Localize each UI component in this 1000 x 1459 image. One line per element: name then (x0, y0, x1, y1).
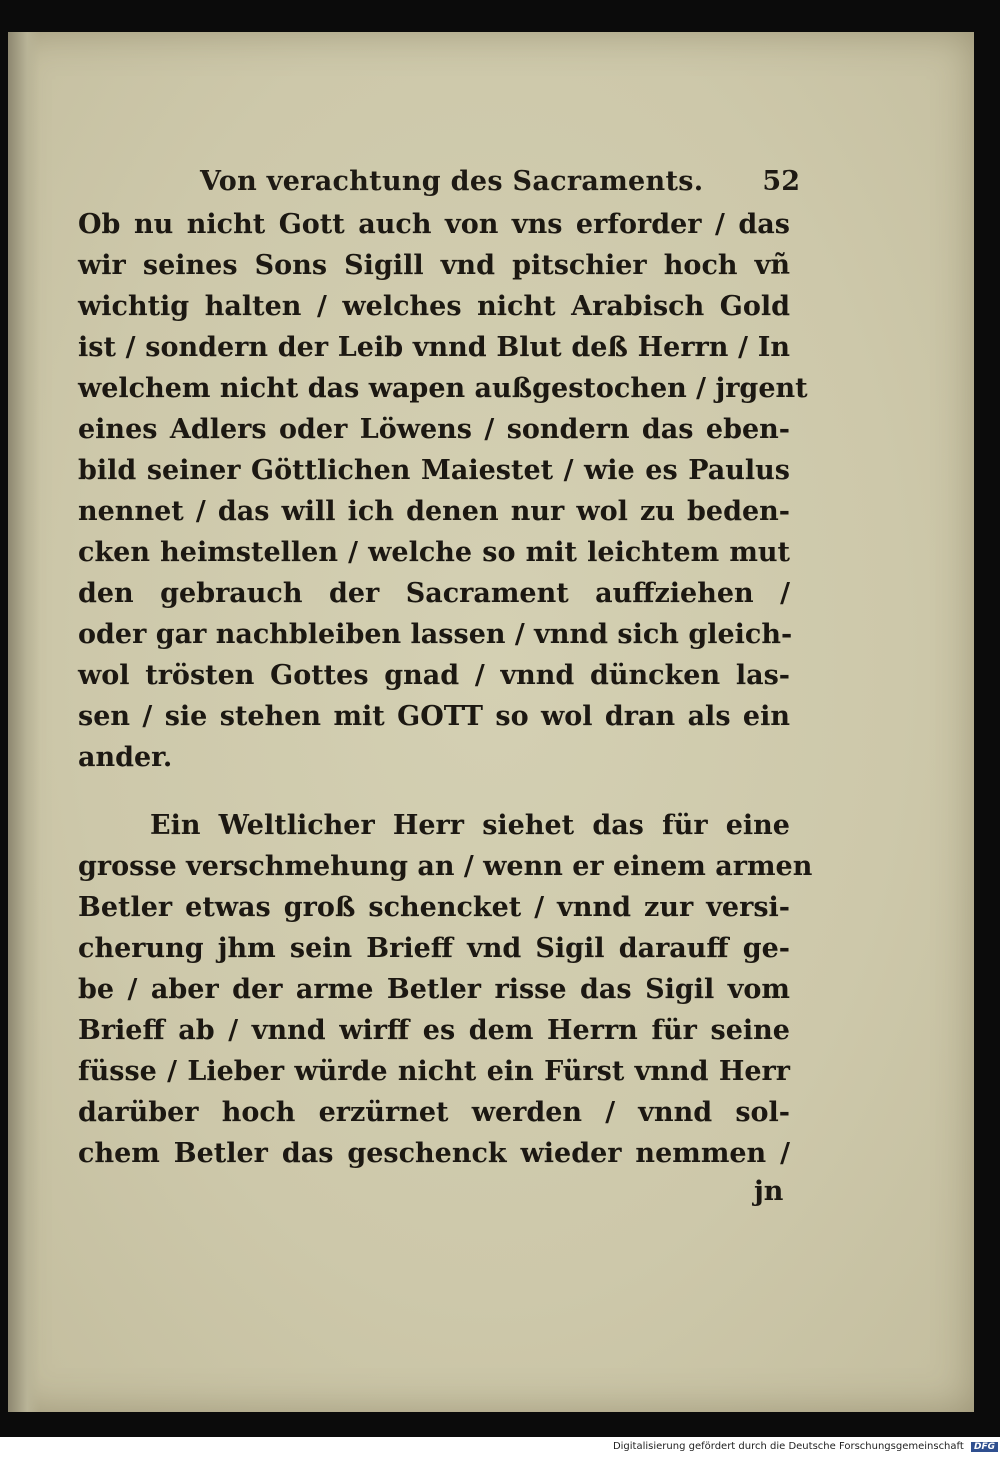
text-line: Brieff ab / vnnd wirff es dem Herrn für seine (78, 1015, 790, 1046)
text-line: cherung jhm sein Brieff vnd Sigil darauff ge- (78, 933, 790, 964)
text-line: füsse / Lieber würde nicht ein Fürst vnnd Herr (78, 1056, 790, 1087)
digitization-credit (600, 1441, 998, 1457)
text-line: Ob nu nicht Gott auch von vns erforder / das (78, 209, 790, 240)
text-line: nennet / das will ich denen nur wol zu beden- (78, 496, 790, 527)
text-line: grosse verschmehung an / wenn er einem armen (78, 851, 813, 882)
page-gutter-shadow (8, 32, 40, 1412)
text-line: be / aber der arme Betler risse das Sigil vom (78, 974, 790, 1005)
text-line: Ein Weltlicher Herr siehet das für eine (150, 810, 790, 841)
text-line: oder gar nachbleiben lassen / vnnd sich gleich- (78, 619, 793, 650)
text-line: wichtig halten / welches nicht Arabisch Gold (78, 291, 790, 322)
running-header (200, 166, 800, 206)
text-line: welchem nicht das wapen außgestochen / jrgent (78, 373, 808, 404)
running-head-title: Von verachtung des Sacraments. (200, 166, 704, 197)
text-line: eines Adlers oder Löwens / sondern das eben- (78, 414, 790, 445)
paragraph-1 (78, 204, 808, 778)
text-line: den gebrauch der Sacrament auffziehen / (78, 578, 790, 609)
text-line: bild seiner Göttlichen Maiestet / wie es Paulus (78, 455, 790, 486)
dfg-logo: DFG (971, 1442, 998, 1452)
text-line: cken heimstellen / welche so mit leichtem mut (78, 537, 790, 568)
credit-text: Digitalisierung gefördert durch die Deutsche Forschungsgemeinschaft (612, 1441, 964, 1452)
text-line: ist / sondern der Leib vnnd Blut deß Herrn / In (78, 332, 790, 363)
text-line: chem Betler das geschenck wieder nemmen / (78, 1138, 790, 1169)
text-line: Betler etwas groß schencket / vnnd zur versi- (78, 892, 790, 923)
text-line: darüber hoch erzürnet werden / vnnd sol- (78, 1097, 790, 1128)
catchword: jn (754, 1176, 784, 1207)
text-line: ander. (78, 742, 173, 773)
text-line: wir seines Sons Sigill vnd pitschier hoch vñ (78, 250, 790, 281)
text-line: wol trösten Gottes gnad / vnnd düncken las- (78, 660, 790, 691)
text-line: sen / sie stehen mit GOTT so wol dran als ein (78, 701, 790, 732)
paragraph-2 (78, 805, 813, 1174)
page-number: 52 (762, 166, 800, 197)
